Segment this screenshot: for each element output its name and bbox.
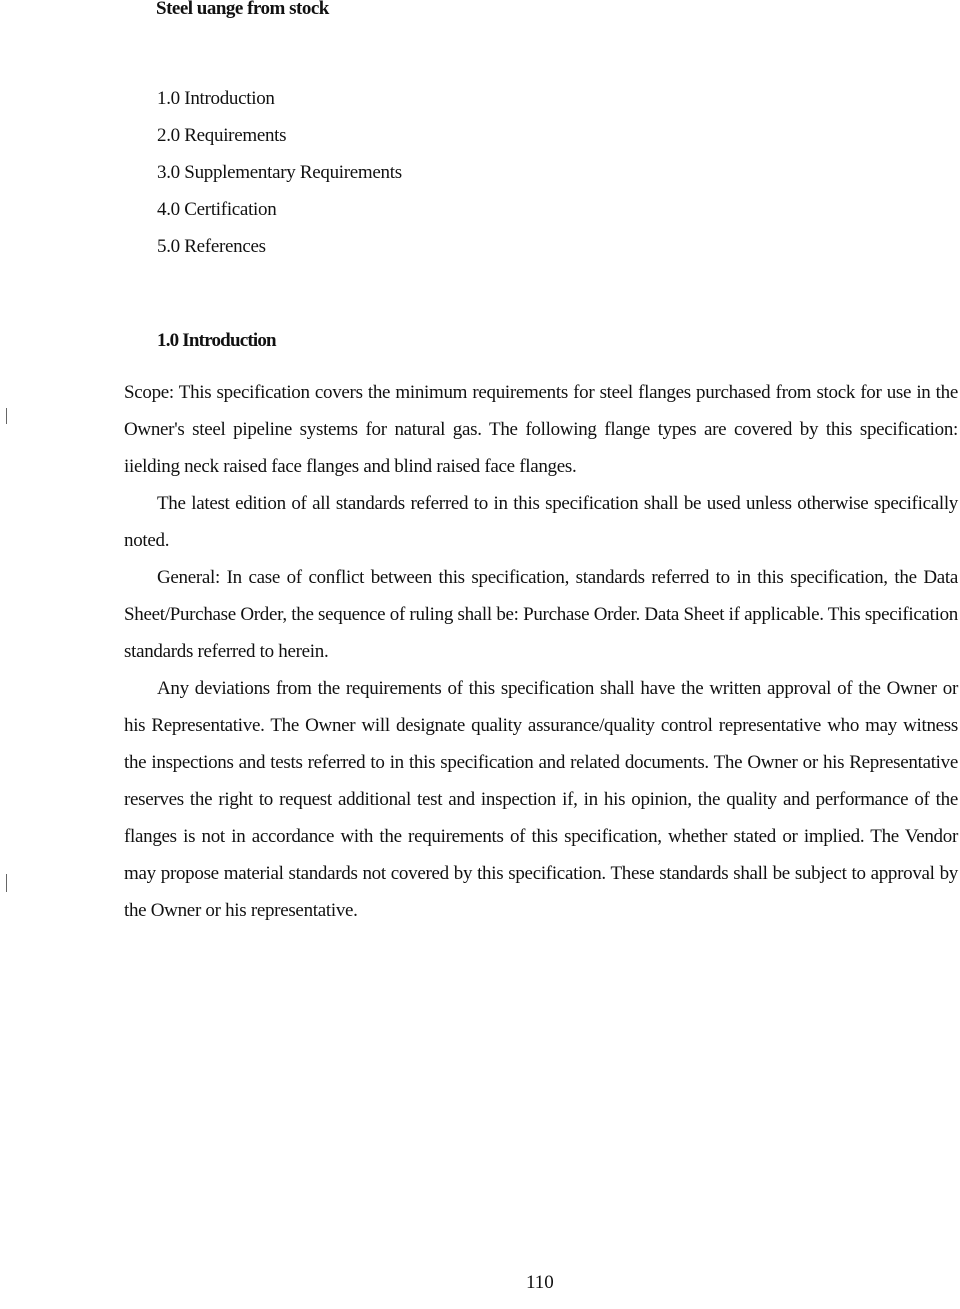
paragraph-general: General: In case of conflict between this specification, standards referred to in this specification, the Data Sheet/Purchase Order, the sequence of ruling shall be: Purchase Order. Data Sheet if applicable. This specification standards referred to herein. (124, 567, 958, 662)
toc-item-supplementary-requirements: 3.0 Supplementary Requirements (157, 162, 402, 183)
document-title: Steel uange from stock (156, 0, 329, 19)
scan-margin-mark (6, 408, 7, 424)
table-of-contents (157, 80, 402, 265)
paragraph-standards-edition: The latest edition of all standards referred to in this specification shall be used unless otherwise specifically noted. (124, 493, 958, 551)
toc-item-requirements: 2.0 Requirements (157, 125, 287, 146)
section-body (124, 374, 958, 929)
paragraph-scope: Scope: This specification covers the minimum requirements for steel flanges purchased from stock for use in the Owner's steel pipeline systems for natural gas. The following flange types are covered by this specification: iielding neck raised face flanges and blind raised face flanges. (124, 382, 958, 477)
toc-item-certification: 4.0 Certification (157, 199, 277, 220)
toc-item-references: 5.0 References (157, 236, 266, 257)
paragraph-deviations: Any deviations from the requirements of this specification shall have the written approval of the Owner or his Representative. The Owner will designate quality assurance/quality control representative who may witness the inspections and tests referred to in this specification and related documents. The Owner or his Representative reserves the right to request additional test and inspection if, in his opinion, the quality and performance of the flanges is not in accordance with the requirements of this specification, whether stated or implied. The Vendor may propose material standards not covered by this specification. These standards shall be subject to approval by the Owner or his representative. (124, 678, 958, 921)
page-number: 110 (526, 1272, 554, 1293)
scan-margin-mark (6, 874, 7, 892)
toc-item-introduction: 1.0 Introduction (157, 88, 275, 109)
section-heading-introduction: 1.0 Introduction (157, 330, 276, 351)
